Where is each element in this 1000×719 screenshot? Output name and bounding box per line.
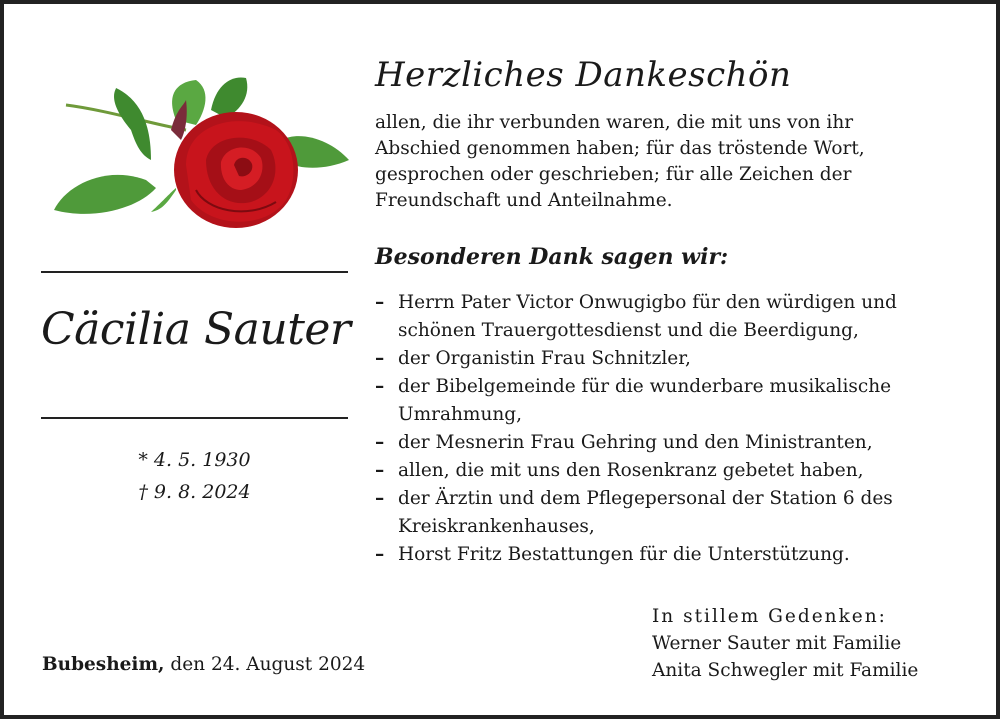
- thanks-list: [375, 289, 975, 569]
- dash-icon: –: [375, 348, 385, 369]
- list-item: [375, 289, 975, 345]
- list-item-line: Kreiskrankenhauses,: [398, 516, 595, 537]
- intro-line: Freundschaft und Anteilnahme.: [375, 190, 673, 211]
- mourner-name: Werner Sauter mit Familie: [652, 633, 902, 654]
- death-date: † 9. 8. 2024: [138, 481, 251, 503]
- list-item: [375, 373, 975, 429]
- mourner-name: Anita Schwegler mit Familie: [652, 660, 919, 681]
- divider-bottom: [41, 417, 348, 419]
- red-rose-icon: [46, 70, 351, 235]
- list-item-line: allen, die mit uns den Rosenkranz gebetet haben,: [398, 460, 864, 481]
- list-item: [375, 429, 975, 457]
- intro-text: [375, 110, 965, 214]
- birth-date: * 4. 5. 1930: [138, 449, 251, 471]
- dash-icon: –: [375, 292, 385, 313]
- list-item-line: der Bibelgemeinde für die wunderbare musikalische: [398, 376, 892, 397]
- dash-icon: –: [375, 460, 385, 481]
- date: den 24. August 2024: [170, 654, 366, 675]
- dash-icon: –: [375, 488, 385, 509]
- intro-line: Abschied genommen haben; für das tröstende Wort,: [375, 138, 865, 159]
- list-item: [375, 541, 975, 569]
- list-item-line: Umrahmung,: [398, 404, 523, 425]
- dash-icon: –: [375, 544, 385, 565]
- list-item: [375, 457, 975, 485]
- list-item-line: Herrn Pater Victor Onwugigbo für den würdigen und: [398, 292, 897, 313]
- place: Bubesheim,: [42, 654, 165, 675]
- list-item-line: der Mesnerin Frau Gehring und den Ministranten,: [398, 432, 873, 453]
- thanks-heading: Besonderen Dank sagen wir:: [375, 244, 729, 270]
- headline: Herzliches Dankeschön: [375, 55, 792, 95]
- place-date: [42, 654, 365, 675]
- list-item-line: schönen Trauergottesdienst und die Beerdigung,: [398, 320, 859, 341]
- divider-top: [41, 271, 348, 273]
- deceased-name: Cäcilia Sauter: [41, 304, 351, 355]
- mourners-heading: In stillem Gedenken:: [652, 606, 887, 627]
- dash-icon: –: [375, 432, 385, 453]
- list-item-line: der Ärztin und dem Pflegepersonal der Station 6 des: [398, 488, 893, 509]
- mourners-block: [652, 603, 918, 684]
- list-item: [375, 345, 975, 373]
- list-item: [375, 485, 975, 541]
- intro-line: gesprochen oder geschrieben; für alle Zeichen der: [375, 164, 852, 185]
- list-item-line: Horst Fritz Bestattungen für die Unterstützung.: [398, 544, 850, 565]
- intro-line: allen, die ihr verbunden waren, die mit uns von ihr: [375, 112, 854, 133]
- list-item-line: der Organistin Frau Schnitzler,: [398, 348, 691, 369]
- dash-icon: –: [375, 376, 385, 397]
